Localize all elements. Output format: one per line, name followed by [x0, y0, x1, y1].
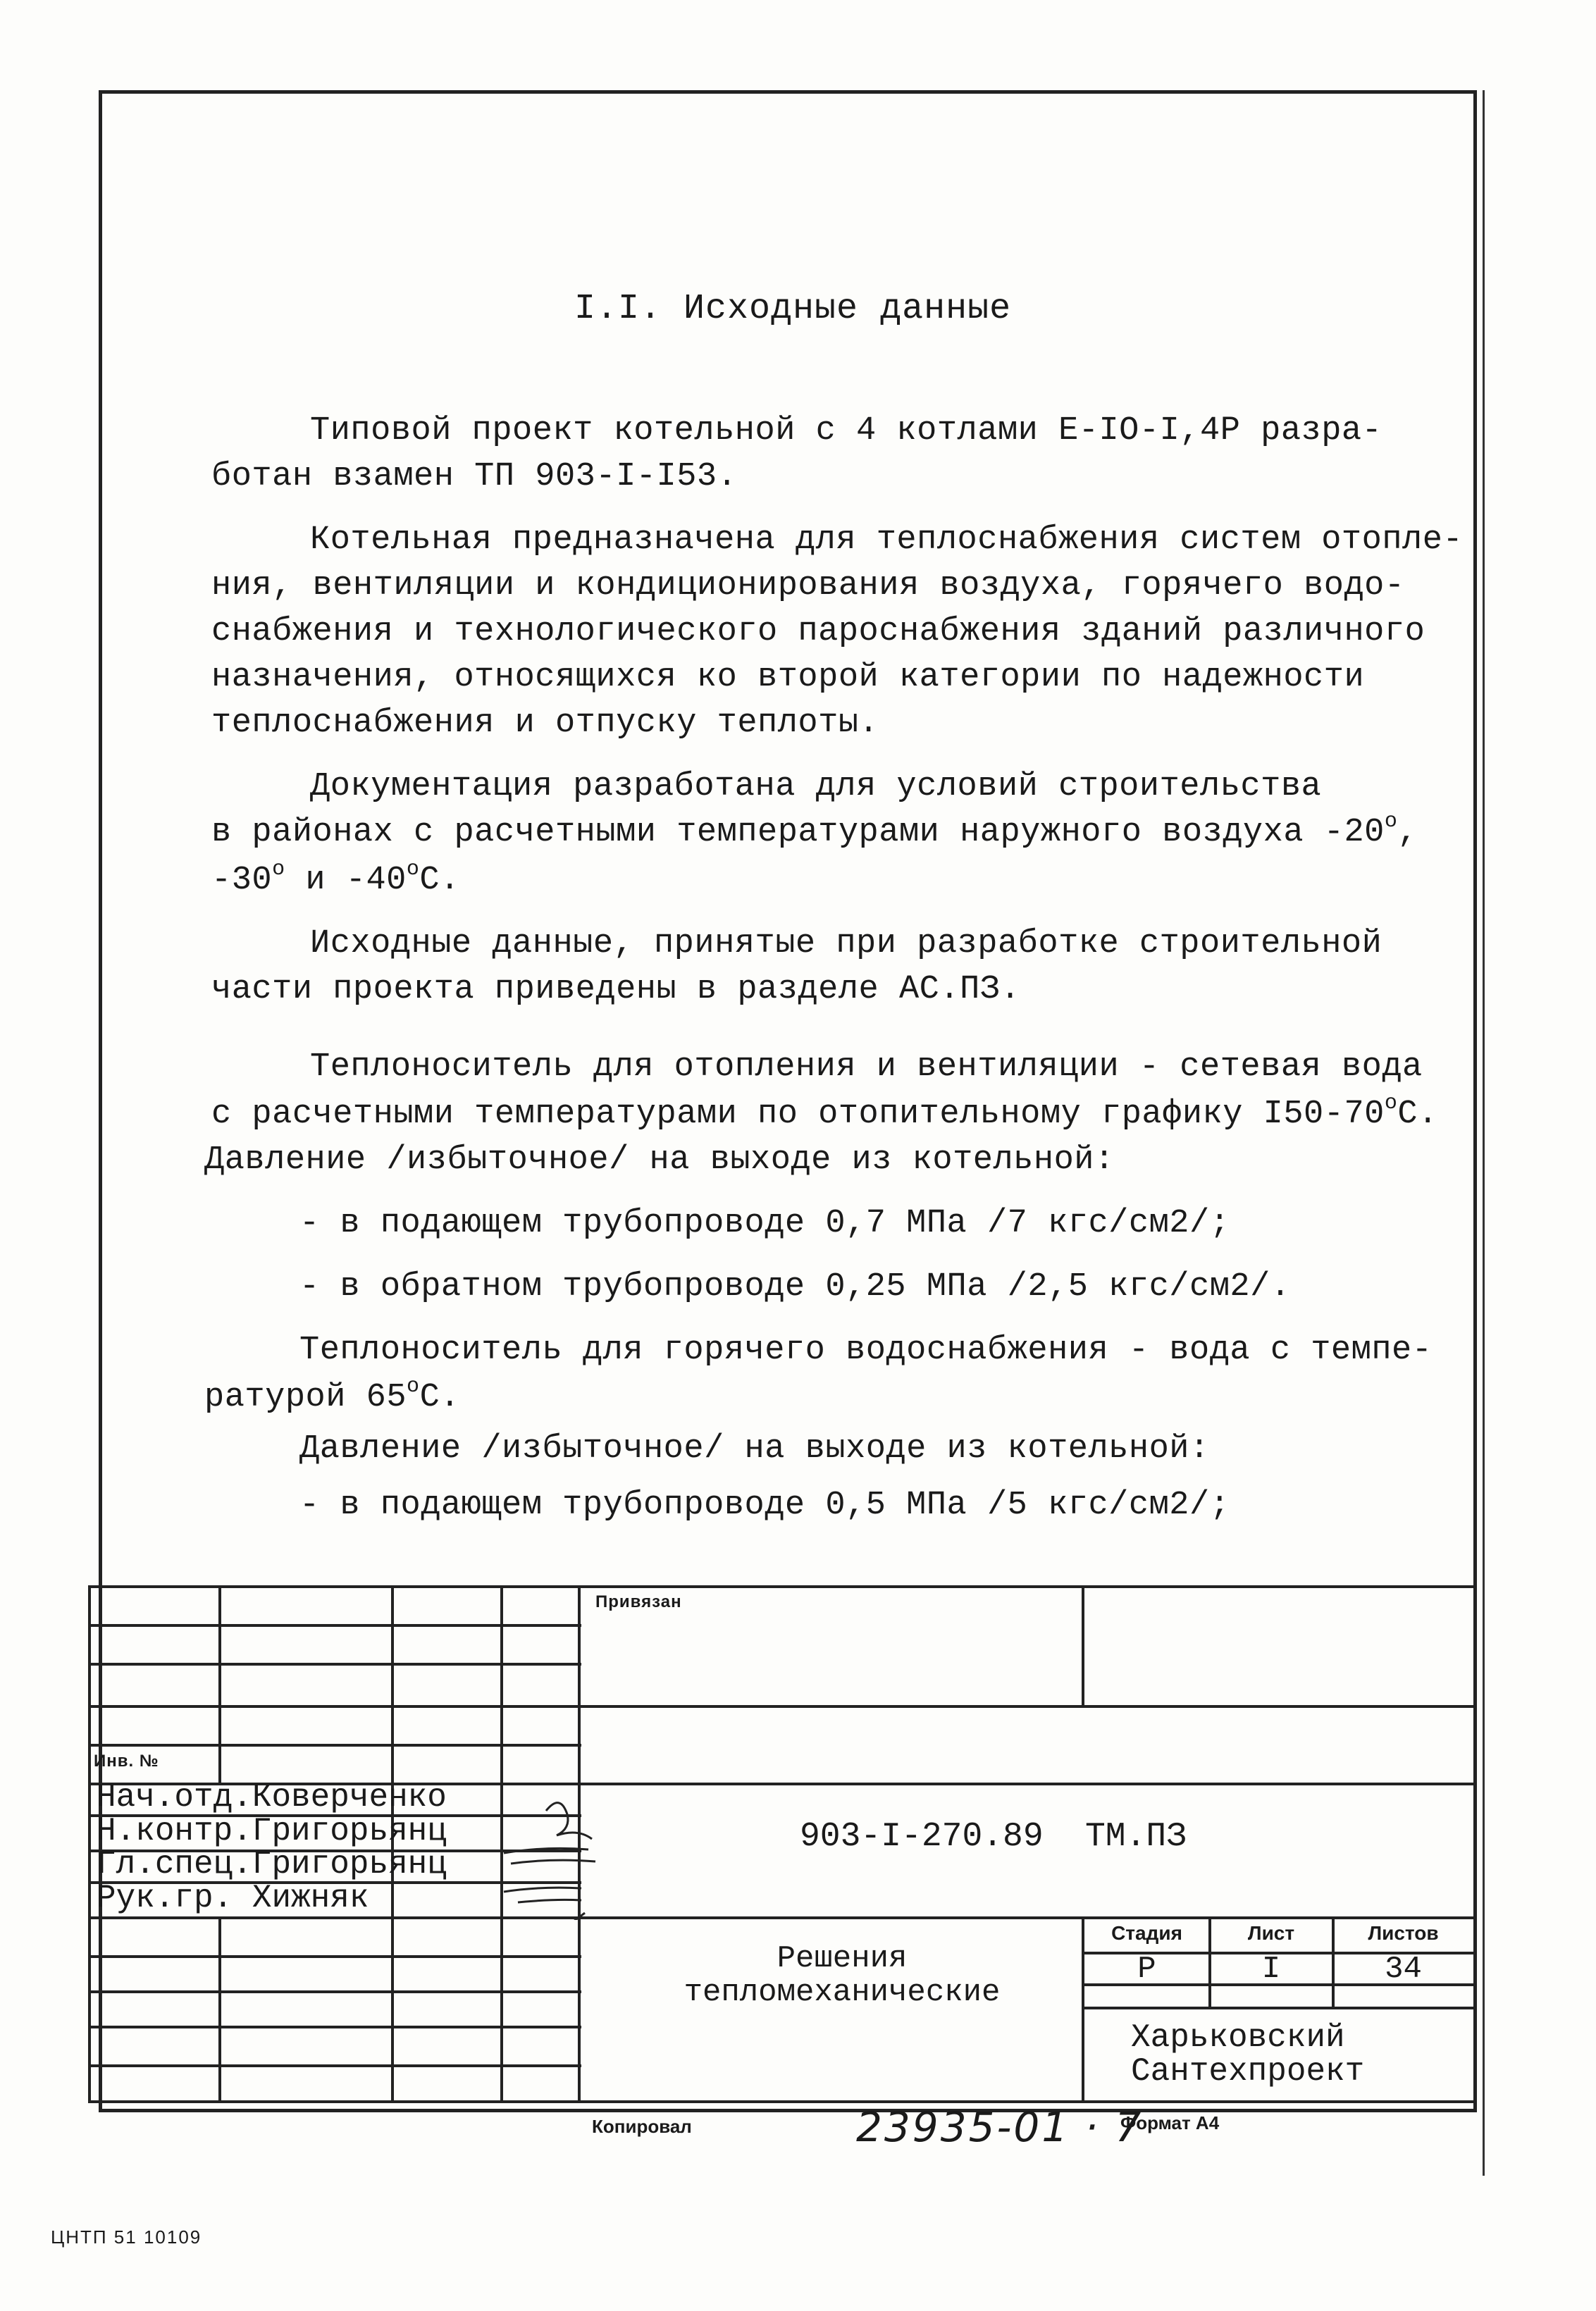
paragraph-line: Теплоноситель для отопления и вентиляции - сетевая вода [310, 1048, 1423, 1086]
stage-header: Стадия [1111, 1922, 1182, 1944]
drawing-title-line2: тепломеханические [683, 1975, 1001, 2010]
tb-line [88, 1955, 581, 1958]
frame-margin-line [1483, 90, 1485, 2176]
tb-line [88, 1705, 1476, 1708]
tb-line [88, 1744, 581, 1747]
tb-line [218, 1916, 221, 2103]
paragraph-line: Типовой проект котельной с 4 котлами Е-IO-I,4Р разра- [310, 412, 1382, 450]
section-heading: I.I. Исходные данные [574, 289, 1012, 329]
tb-line [1082, 1585, 1084, 1705]
sheet-value: I [1261, 1952, 1281, 1987]
paragraph-line: с расчетными температурами по отопительному графику I50-70$^o$С. [211, 1091, 1438, 1133]
tb-line [88, 1585, 1476, 1588]
paragraph-line: - в подающем трубопроводе 0,7 МПа /7 кгс/см2/; [299, 1205, 1230, 1242]
tb-line [88, 1663, 581, 1666]
paragraph-line: Документация разработана для условий строительства [310, 768, 1322, 805]
sheet-header: Лист [1247, 1922, 1295, 1944]
paragraph-line: снабжения и технологического пароснабжения зданий различного [211, 613, 1425, 650]
tb-line [88, 2100, 1476, 2103]
organization-line2: Сантехпроект [1131, 2053, 1365, 2090]
drawing-title-line1: Решения [777, 1941, 908, 1976]
paragraph-line: ботан взамен ТП 903-I-I53. [211, 458, 738, 495]
stage-value: Р [1137, 1952, 1156, 1987]
paragraph-line: назначения, относящихся ко второй категории по надежности [211, 659, 1365, 696]
paragraph-line: - в подающем трубопроводе 0,5 МПа /5 кгс/см2/; [299, 1487, 1230, 1524]
paragraph-line: Давление /избыточное/ на выходе из котельной: [204, 1141, 1115, 1179]
tb-line [1082, 2007, 1476, 2009]
organization-line1: Харьковский [1131, 2019, 1345, 2056]
paragraph-line: Исходные данные, принятые при разработке строительной [310, 925, 1382, 962]
tb-line [1473, 1585, 1476, 2103]
sheets-header: Листов [1368, 1922, 1439, 1944]
tb-line [88, 1990, 581, 1993]
handwritten-number: 23935-01 · 7 [856, 2103, 1144, 2151]
tb-line [88, 1916, 1476, 1919]
document-code: ТМ.ПЗ [1085, 1818, 1187, 1856]
sheets-value: 34 [1385, 1952, 1422, 1987]
format-label: Формат А4 [1120, 2112, 1220, 2133]
inv-number-label: Инв. № [94, 1752, 159, 1771]
signature-scrawls [412, 1786, 652, 1920]
tb-line [1082, 1916, 1084, 2103]
paragraph-line: ния, вентиляции и кондиционирования воздуха, горячего водо- [211, 567, 1405, 605]
signer-chief-specialist: Гл.спец.Григорьянц [97, 1846, 447, 1883]
paragraph-line: -30$^o$ и -40$^o$С. [211, 857, 460, 899]
footer-print-code: ЦНТП 51 10109 [51, 2226, 202, 2248]
privyazan-label: Привязан [595, 1592, 682, 1611]
paragraph-line: ратурой 65$^o$С. [204, 1375, 460, 1416]
paragraph-line: части проекта приведены в разделе АС.ПЗ. [211, 971, 1021, 1008]
tb-line [218, 1585, 221, 1783]
tb-line [88, 1624, 581, 1627]
signer-norm-control: Н.контр.Григорьянц [97, 1813, 447, 1850]
paragraph-line: Давление /избыточное/ на выходе из котельной: [299, 1430, 1210, 1468]
paragraph-line: теплоснабжения и отпуску теплоты. [211, 705, 879, 742]
title-block [88, 1585, 1476, 2103]
tb-line [88, 2026, 581, 2028]
tb-line [88, 2064, 581, 2067]
signer-group-leader: Рук.гр. Хижняк [97, 1880, 369, 1916]
paragraph-line: Теплоноситель для горячего водоснабжения - вода с темпе- [299, 1332, 1433, 1369]
paragraph-line: Котельная предназначена для теплоснабжения систем отопле- [310, 521, 1464, 559]
paragraph-line: - в обратном трубопроводе 0,25 МПа /2,5 кгс/см2/. [299, 1268, 1291, 1306]
paragraph-line: в районах с расчетными температурами наружного воздуха -20$^o$, [211, 810, 1418, 851]
copied-label: Копировал [592, 2116, 692, 2137]
signer-head-of-department: Нач.отд.Коверченко [97, 1779, 447, 1816]
document-number: 903-I-270.89 [800, 1818, 1044, 1856]
